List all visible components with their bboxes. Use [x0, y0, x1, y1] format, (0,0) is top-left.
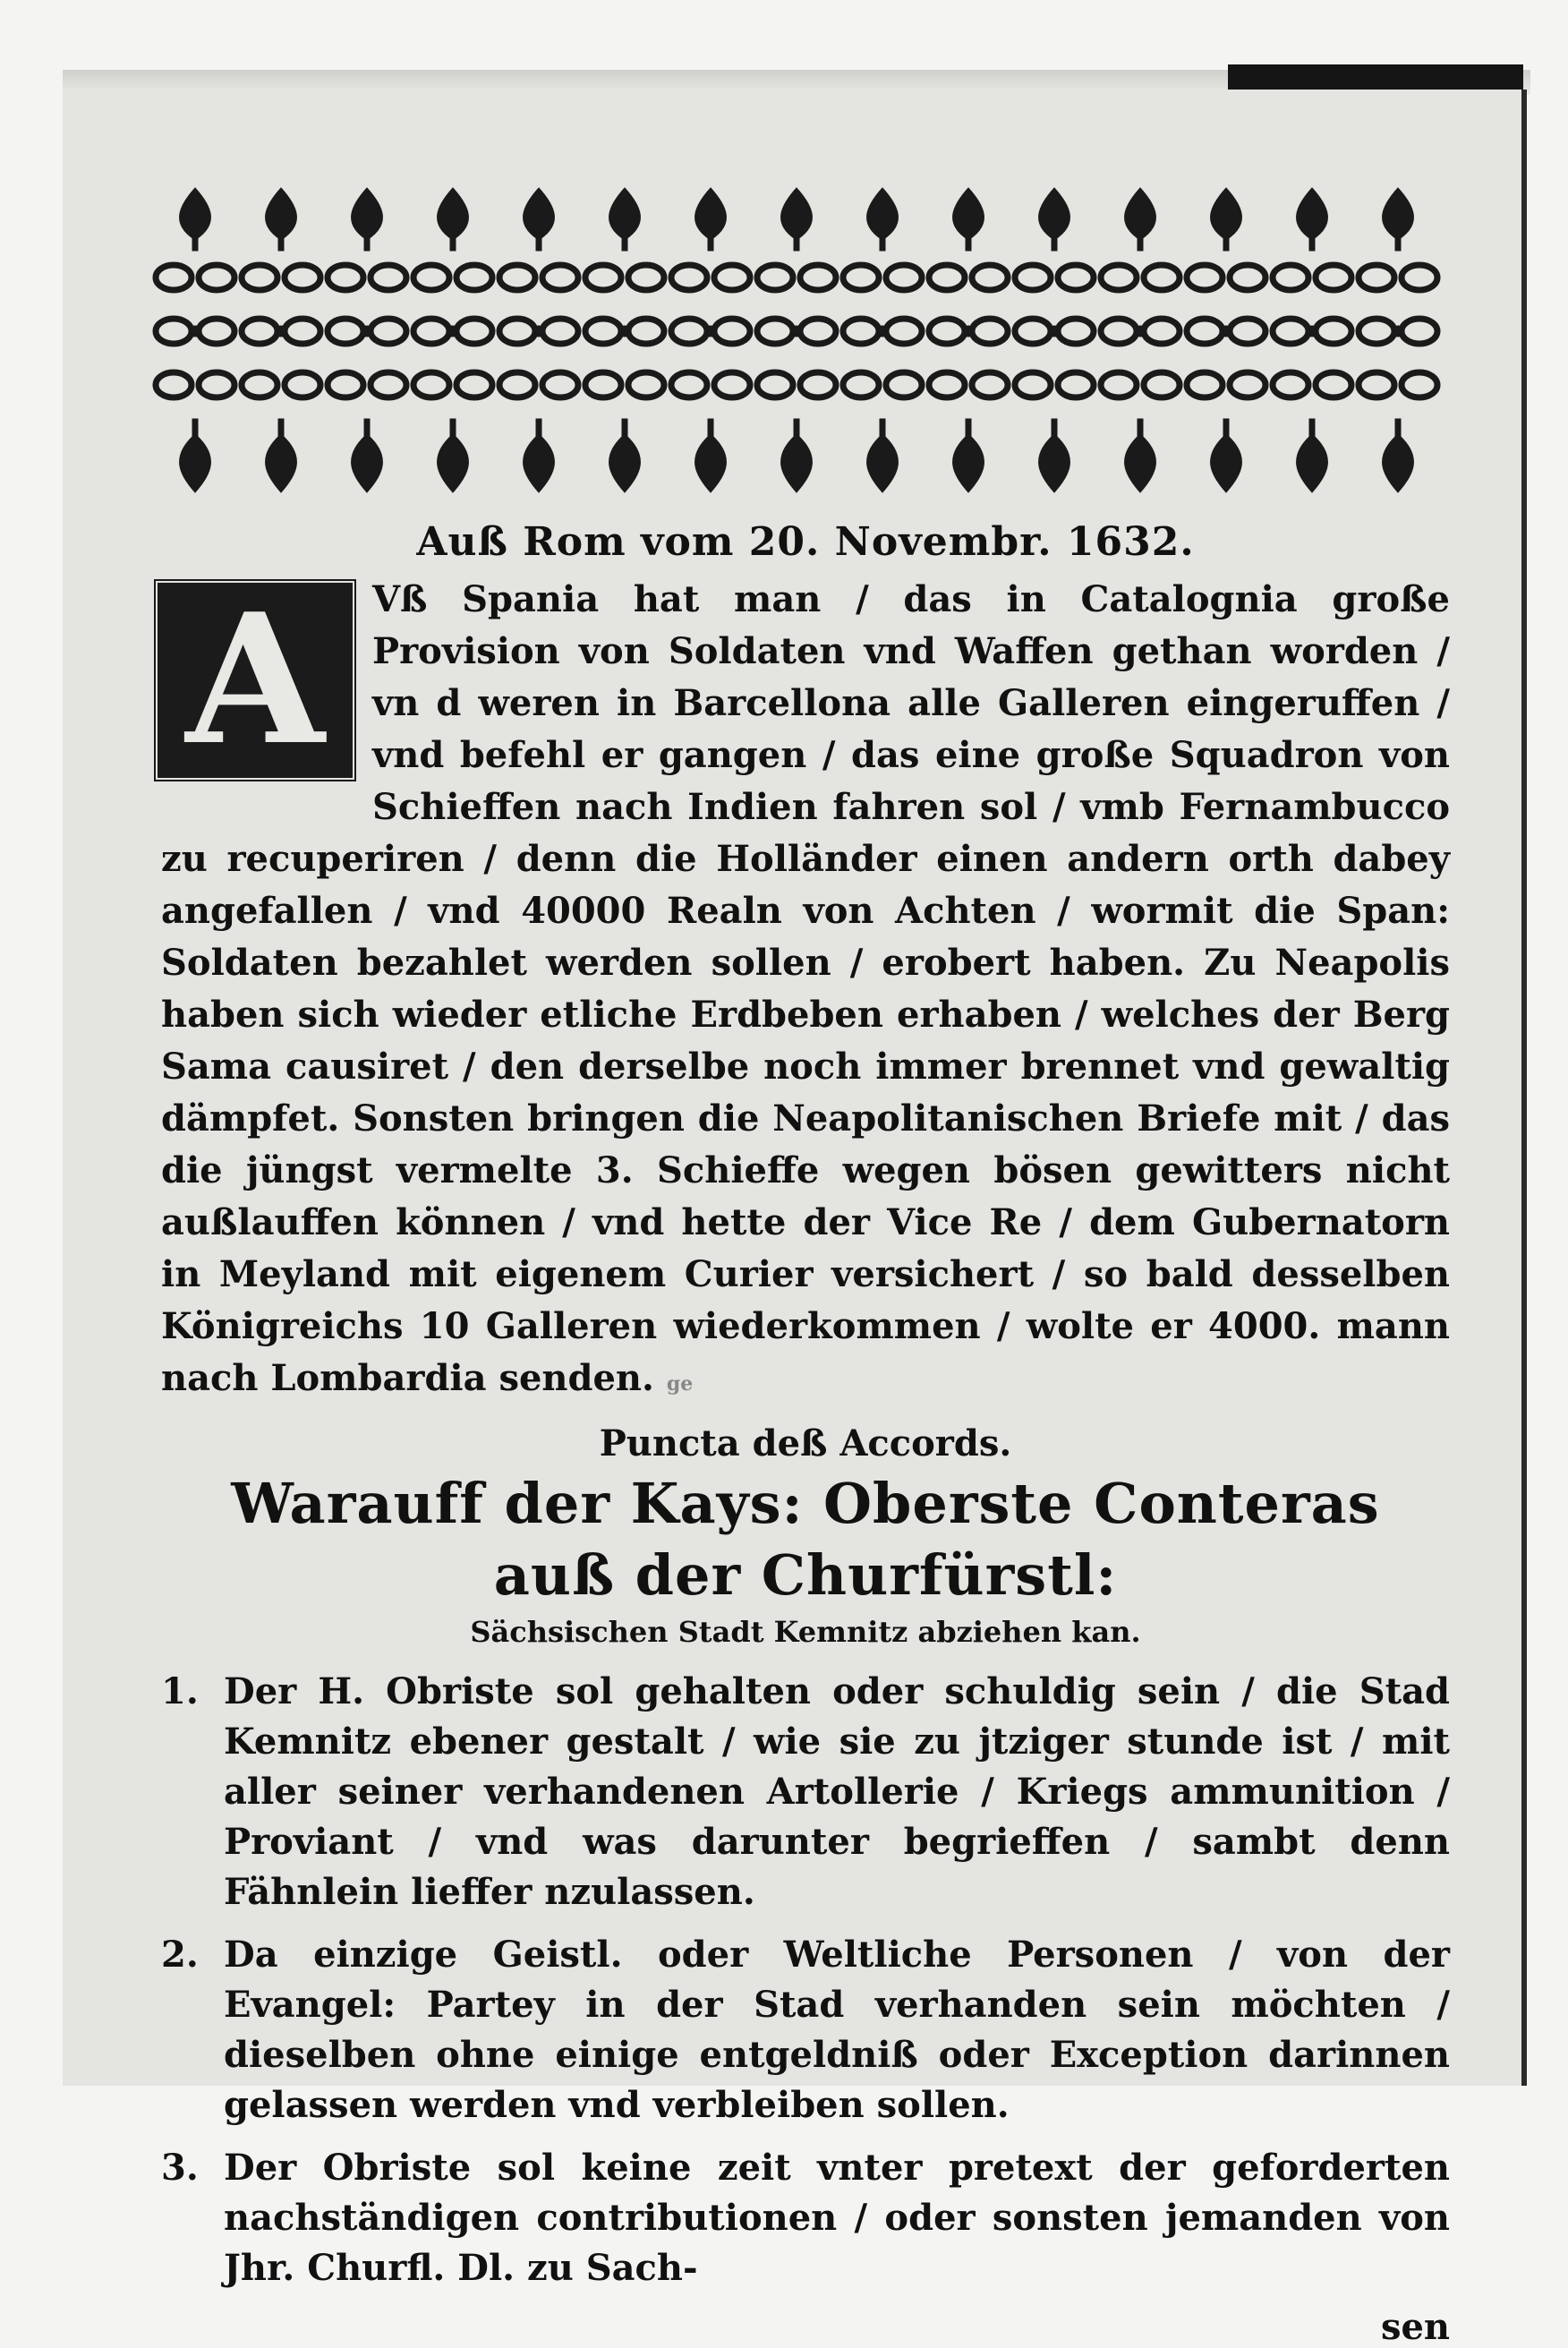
catchword: sen — [1380, 2306, 1450, 2348]
point-item — [161, 2143, 1450, 2293]
point-text: Da einzige Geistl. oder Weltliche Personen / von der Evangel: Partey in der Stad verhanden sein möchten / dieselben ohne einige entgeldniß oder Exception darinnen gelassen werden vnd verbleiben sollen. — [224, 1934, 1450, 2126]
accord-subheading: Puncta deß Accords. — [599, 1422, 1012, 1464]
point-number: 1. — [161, 1670, 199, 1712]
point-item — [161, 1930, 1450, 2130]
point-text: Der H. Obriste sol gehalten oder schuldig sein / die Stad Kemnitz ebener gestalt / wie sie zu jtziger stunde ist / mit aller seiner verhandenen Artollerie / Kriegs ammunition / Proviant / vnd was darunter begrieffen / sambt denn Fähnlein lieffer nzulassen. — [224, 1670, 1450, 1913]
news-paragraph — [161, 574, 1450, 1410]
decorated-initial: A — [152, 577, 358, 783]
dateline-heading: Auß Rom vom 20. Novembr. 1632. — [416, 519, 1195, 565]
point-text: Der Obriste sol keine zeit vnter pretext der geforderten nachständigen contributionen / oder sonsten jemanden von Jhr. Churfl. Dl. zu Sach- — [224, 2147, 1450, 2289]
paragraph-tail-mark: ge — [666, 1372, 694, 1396]
point-number: 2. — [161, 1934, 199, 1976]
point-number: 3. — [161, 2147, 199, 2189]
decorative-ornament-band — [152, 179, 1441, 501]
paragraph-text: Vß Spania hat man / das in Catalognia große Provision von Soldaten vnd Waffen gethan worden / vn d weren in Barcellona alle Galleren eingeruffen / vnd befehl er gangen / das eine große Squadron von Schieffen nach Indien fahren sol / vmb Fernambucco zu recuperiren / denn die Holländer einen andern orth dabey angefallen / vnd 40000 Realn von Achten / wormit die Span: Soldaten bezahlet werden sollen / erobert haben. Zu Neapolis haben sich wieder etliche Erdbeben erhaben / welches der Berg Sama causiret / den derselbe noch immer brennet vnd gewaltig dämpfet. Sonsten bringen die Neapolitanischen Briefe mit / das die jüngst vermelte 3. Schieffe wegen bösen gewitters nicht außlauffen können / vnd hette der Vice Re / dem Gubernatorn in Meyland mit eigenem Curier versichert / so bald desselben Königreichs 10 Galleren wiederkommen / wolte er 4000. mann nach Lombardia senden. — [161, 578, 1450, 1399]
document-content — [161, 519, 1450, 2348]
scan-edge-strip — [1228, 64, 1523, 91]
points-list — [161, 1667, 1450, 2293]
accord-title: Warauff der Kays: Oberste Conteras auß der Churfürstl: — [231, 1471, 1380, 1608]
accord-title-sub: Sächsischen Stadt Kemnitz abziehen kan. — [470, 1615, 1141, 1649]
point-item — [161, 1667, 1450, 1917]
